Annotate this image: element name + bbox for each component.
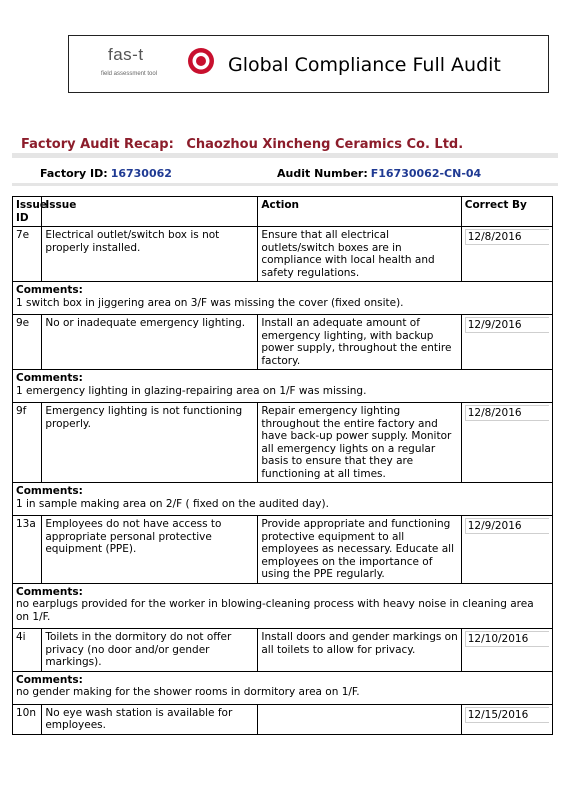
comment-text: 1 switch box in jiggering area on 3/F was missing the cover (fixed onsite).	[16, 296, 404, 309]
issue-text: Electrical outlet/switch box is not properly installed.	[42, 227, 258, 282]
audit-number-value: F16730062-CN-04	[370, 167, 482, 180]
comment-text: 1 in sample making area on 2/F ( fixed on the audited day).	[16, 497, 329, 510]
action-text	[258, 704, 461, 734]
correct-by-cell	[461, 227, 552, 282]
table-row	[13, 516, 553, 584]
issue-id: 7e	[13, 227, 42, 282]
comments-label: Comments:	[16, 485, 83, 497]
company-name: Chaozhou Xincheng Ceramics Co. Ltd.	[186, 137, 464, 152]
table-row	[13, 403, 553, 483]
issue-id: 13a	[13, 516, 42, 584]
comment-row	[13, 370, 553, 403]
comment-cell	[13, 370, 553, 403]
audit-number	[277, 167, 481, 180]
table-row	[13, 704, 553, 734]
table-header-row	[13, 197, 553, 227]
table-row	[13, 227, 553, 282]
comment-cell	[13, 282, 553, 315]
correct-by-date: 12/15/2016	[465, 707, 549, 723]
factory-id-value: 16730062	[110, 167, 172, 180]
comment-text: no earplugs provided for the worker in blowing-cleaning process with heavy noise in cleaning area on 1/F.	[16, 598, 534, 623]
action-text: Ensure that all electrical outlets/switch boxes are in compliance with local health and safety regulations.	[258, 227, 461, 282]
correct-by-date: 12/8/2016	[465, 229, 549, 245]
divider	[12, 153, 558, 158]
factory-id	[40, 167, 172, 180]
comment-row	[13, 282, 553, 315]
correct-by-cell	[461, 704, 552, 734]
logo-subtext: field assessment tool	[101, 71, 158, 77]
issue-id: 10n	[13, 704, 42, 734]
column-header-issue: Issue	[42, 197, 258, 227]
target-logo-icon	[187, 47, 215, 75]
table-row	[13, 315, 553, 370]
column-header-action: Action	[258, 197, 461, 227]
comment-row	[13, 483, 553, 516]
audit-number-label: Audit Number:	[277, 167, 368, 180]
findings-table	[12, 196, 553, 735]
comments-label: Comments:	[16, 585, 83, 598]
comments-label: Comments:	[16, 284, 83, 296]
correct-by-date: 12/10/2016	[465, 631, 549, 647]
issue-text: No eye wash station is available for employees.	[42, 704, 258, 734]
issue-text: Emergency lighting is not functioning properly.	[42, 403, 258, 483]
table-row	[13, 629, 553, 672]
comment-cell	[13, 671, 553, 704]
audit-recap-heading	[21, 137, 463, 152]
factory-id-label: Factory ID:	[40, 167, 108, 180]
issue-id: 9e	[13, 315, 42, 370]
correct-by-cell	[461, 629, 552, 672]
recap-label: Factory Audit Recap:	[21, 137, 174, 152]
correct-by-cell	[461, 516, 552, 584]
divider	[12, 183, 558, 186]
comment-text: no gender making for the shower rooms in dormitory area on 1/F.	[16, 686, 360, 698]
correct-by-date: 12/9/2016	[465, 518, 549, 534]
correct-by-cell	[461, 315, 552, 370]
comment-text: 1 emergency lighting in glazing-repairing area on 1/F was missing.	[16, 384, 367, 397]
comment-row	[13, 671, 553, 704]
issue-text: Employees do not have access to appropriate personal protective equipment (PPE).	[42, 516, 258, 584]
issue-id: 9f	[13, 403, 42, 483]
logo-text: fas-t	[108, 45, 144, 64]
action-text: Provide appropriate and functioning protective equipment to all employees as necessary. Educate all employees on the importance of using the PPE regularly.	[258, 516, 461, 584]
action-text: Install doors and gender markings on all toilets to allow for privacy.	[258, 629, 461, 672]
issue-text: Toilets in the dormitory do not offer privacy (no door and/or gender markings).	[42, 629, 258, 672]
issue-id: 4i	[13, 629, 42, 672]
column-header-issue-id: Issue ID	[13, 197, 42, 227]
report-title: Global Compliance Full Audit	[228, 54, 501, 76]
comments-label: Comments:	[16, 372, 83, 384]
action-text: Repair emergency lighting throughout the entire factory and have back-up power supply. Monitor all emergency lights on a regular basis to ensure that they are functioning at all times.	[258, 403, 461, 483]
action-text: Install an adequate amount of emergency lighting, with backup power supply, throughout the entire factory.	[258, 315, 461, 370]
correct-by-cell	[461, 403, 552, 483]
comment-row	[13, 583, 553, 629]
correct-by-date: 12/8/2016	[465, 405, 549, 421]
comment-cell	[13, 583, 553, 629]
issue-text: No or inadequate emergency lighting.	[42, 315, 258, 370]
comments-label: Comments:	[16, 673, 83, 686]
column-header-correct-by: Correct By	[461, 197, 552, 227]
comment-cell	[13, 483, 553, 516]
correct-by-date: 12/9/2016	[465, 317, 549, 333]
